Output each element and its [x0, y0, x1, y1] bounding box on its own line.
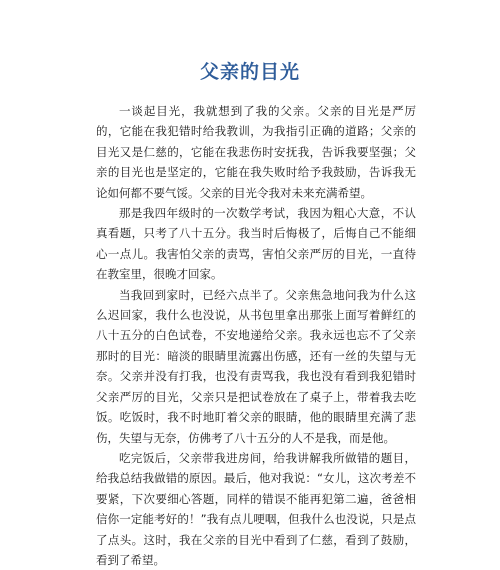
- article-body: [96, 101, 416, 570]
- paragraph-1: 一谈起目光，我就想到了我的父亲。父亲的目光是严厉的，它能在我犯错时给我教训，为我指引正确的道路；父亲的目光又是仁慈的，它能在我悲伤时安抚我，告诉我要坚强；父亲的目光也是坚定的，它能在我失败时给予我鼓励，告诉我无论如何都不要气馁。父亲的目光令我对未来充满希望。: [96, 104, 416, 200]
- paragraph-2: 那是我四年级时的一次数学考试，我因为粗心大意，不认真看题，只考了八十五分。我当时后悔极了，后悔自己不能细心一点儿。我害怕父亲的责骂，害怕父亲严厉的目光，一直待在教室里，很晚才回家。: [96, 206, 416, 282]
- page-title: 父亲的目光: [199, 61, 300, 83]
- paragraph-4: 吃完饭后，父亲带我进房间，给我讲解我所做错的题目，给我总结我做错的原因。最后，他对我说：“女儿，这次考差不要紧，下次要细心答题，同样的错误不能再犯第二遍，爸爸相信你一定能考好的！”我有点儿哽咽，但我什么也没说，只是点了点头。这时，我在父亲的目光中看到了仁慈，看到了鼓励，看到了希望。: [96, 450, 416, 567]
- paragraph-3: 当我回到家时，已经六点半了。父亲焦急地问我为什么这么迟回家，我什么也没说，从书包里拿出那张上面写着鲜红的八十五分的白色试卷，不安地递给父亲。我永远也忘不了父亲那时的目光：暗淡的眼睛里流露出伤感，还有一丝的失望与无奈。父亲并没有打我，也没有责骂我，我也没有看到我犯错时父亲严厉的目光，父亲只是把试卷放在了桌子上，带着我去吃饭。吃饭时，我不时地盯着父亲的眼睛，他的眼睛里充满了悲伤，失望与无奈，仿佛考了八十五分的人不是我，而是他。: [96, 287, 416, 445]
